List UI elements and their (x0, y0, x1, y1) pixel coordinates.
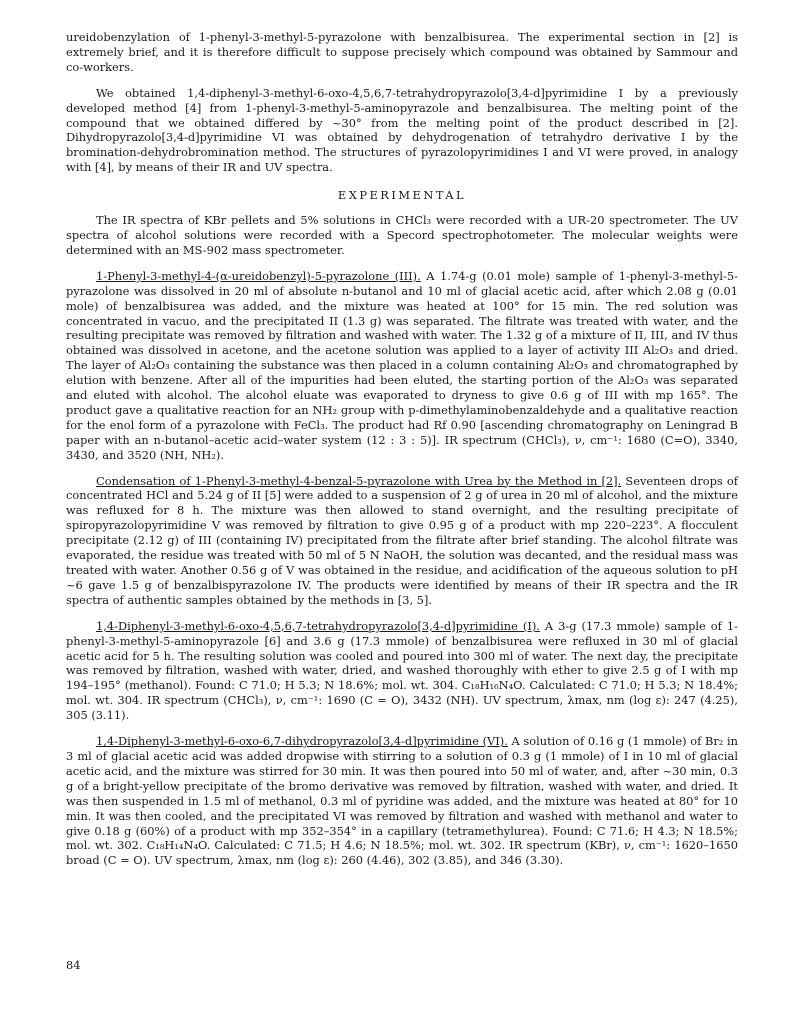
procedure-body: A solution of 0.16 g (1 mmole) of Br₂ in 3 ml of glacial acetic acid was added dropwise with stirring to a solution of 0.3 g (1 mmole) of I in 10 ml of glacial acetic acid, and the mixture was stirred for 30 min. It was then poured into 50 ml of water, and, after ~30 min, 0.3 g of a bright-yellow precipitate of the bromo derivative was removed by filtration, washed with water, and dried. It was then suspended in 1.5 ml of methanol, 0.3 ml of pyridine was added, and the mixture was heated at 80° for 10 min. It was then cooled, and the precipitated VI was removed by filtration and washed with methanol and water to give 0.18 g (60%) of a product with mp 352–354° in a capillary (tetramethylurea). Found: C 71.6; H 4.3; N 18.5%; mol. wt. 302. C₁₈H₁₄N₄O. Calculated: C 71.5; H 4.6; N 18.5%; mol. wt. 302. IR spectrum (KBr), ν, cm⁻¹: 1620–1650 broad (C = O). UV spectrum, λmax, nm (log ε): 260 (4.46), 302 (3.85), and 346 (3.30). (66, 734, 738, 868)
procedure-compound-i (66, 619, 738, 723)
procedure-title: 1,4-Diphenyl-3-methyl-6-oxo-6,7-dihydropyrazolo[3,4-d]pyrimidine (VI). (96, 734, 508, 749)
procedure-title: 1,4-Diphenyl-3-methyl-6-oxo-4,5,6,7-tetrahydropyrazolo[3,4-d]pyrimidine (I). (96, 618, 540, 633)
procedure-condensation (66, 474, 738, 608)
procedure-title: Condensation of 1-Phenyl-3-methyl-4-benzal-5-pyrazolone with Urea by the Method in [2]. (96, 473, 622, 488)
procedure-body: Seventeen drops of concentrated HCl and 5.24 g of II [5] were added to a suspension of 2 g of urea in 20 ml of alcohol, and the mixture was refluxed for 8 h. The mixture was then allowed to stand overnight, and the resulting precipitate of spiropyrazolopyrimidine V was removed by filtration to give 0.95 g of a product with mp 220–223°. A flocculent precipitate (2.12 g) of III (containing IV) precipitated from the filtrate after brief standing. The alcohol filtrate was evaporated, the residue was treated with 50 ml of 5 N NaOH, the solution was decanted, and the residual mass was treated with water. Another 0.56 g of V was obtained in the residue, and acidification of the aqueous solution to pH ~6 gave 1.5 g of benzalbispyrazolone IV. The products were identified by means of their IR spectra and the IR spectra of authentic samples obtained by the methods in [3, 5]. (66, 473, 739, 607)
intro-paragraph: We obtained 1,4-diphenyl-3-methyl-6-oxo-4,5,6,7-tetrahydropyrazolo[3,4-d]pyrimidine I by a previously developed method [4] from 1-phenyl-3-methyl-5-aminopyrazole and benzalbisurea. The melting point of the compound that we obtained differed by ~30° from the melting point of the product described in [2]. Dihydropyrazolo[3,4-d]pyrimidine VI was obtained by dehydrogenation of tetrahydro derivative I by the bromination-dehydrobromination method. The structures of pyrazolopyrimidines I and VI were proved, in analogy with [4], by means of their IR and UV spectra. (66, 85, 738, 175)
page-number: 84 (66, 958, 81, 972)
procedure-compound-iii (66, 269, 738, 463)
procedure-compound-vi (66, 734, 738, 868)
procedure-title: 1-Phenyl-3-methyl-4-(α-ureidobenzyl)-5-pyrazolone (III). (96, 268, 421, 283)
experimental-methods-paragraph: The IR spectra of KBr pellets and 5% solutions in CHCl₃ were recorded with a UR-20 spectrometer. The UV spectra of alcohol solutions were recorded with a Specord spectrophotometer. The molecular weights were determined with an MS-902 mass spectrometer. (66, 213, 738, 257)
procedure-body: A 3-g (17.3 mmole) sample of 1-phenyl-3-methyl-5-aminopyrazole [6] and 3.6 g (17.3 mmole) of benzalbisurea were refluxed in 30 ml of glacial acetic acid for 5 h. The resulting solution was cooled and poured into 300 ml of water. The next day, the precipitate was removed by filtration, washed with water, dried, and washed thoroughly with ether to give 2.5 g of I with mp 194–195° (methanol). Found: C 71.0; H 5.3; N 18.6%; mol. wt. 304. C₁₈H₁₆N₄O. Calculated: C 71.0; H 5.3; N 18.4%; mol. wt. 304. IR spectrum (CHCl₃), ν, cm⁻¹: 1690 (C = O), 3432 (NH). UV spectrum, λmax, nm (log ε): 247 (4.25), 305 (3.11). (66, 618, 738, 723)
section-heading-experimental: EXPERIMENTAL (337, 188, 467, 203)
intro-paragraph-continued: ureidobenzylation of 1-phenyl-3-methyl-5-pyrazolone with benzalbisurea. The experimental section in [2] is extremely brief, and it is therefore difficult to suppose precisely which compound was obtained by Sammour and co-workers. (66, 30, 738, 74)
procedure-body: A 1.74-g (0.01 mole) sample of 1-phenyl-3-methyl-5-pyrazolone was dissolved in 20 ml of absolute n-butanol and 10 ml of glacial acetic acid, after which 2.08 g (0.01 mole) of benzalbisurea was added, and the mixture was heated at 100° for 15 min. The red solution was concentrated in vacuo, and the precipitated II (1.3 g) was separated. The filtrate was treated with water, and the resulting precipitate was removed by filtration and washed with water. The 1.32 g of a mixture of II, III, and IV thus obtained was dissolved in acetone, and the acetone solution was applied to a layer of activity III Al₂O₃ and dried. The layer of Al₂O₃ containing the substance was then placed in a column containing Al₂O₃ and chromatographed by elution with benzene. After all of the impurities had been eluted, the starting portion of the Al₂O₃ was separated and eluted with alcohol. The alcohol eluate was evaporated to dryness to give 0.6 g of III with mp 165°. The product gave a qualitative reaction for an NH₂ group with p-dimethylaminobenzaldehyde and a qualitative reaction for the enol form of a pyrazolone with FeCl₃. The product had Rf 0.90 [ascending chromatography on Leningrad B paper with an n-butanol–acetic acid–water system (12 : 3 : 5)]. IR spectrum (CHCl₃), ν, cm⁻¹: 1680 (C=O), 3340, 3430, and 3520 (NH, NH₂). (66, 268, 739, 462)
page-text (66, 30, 738, 868)
